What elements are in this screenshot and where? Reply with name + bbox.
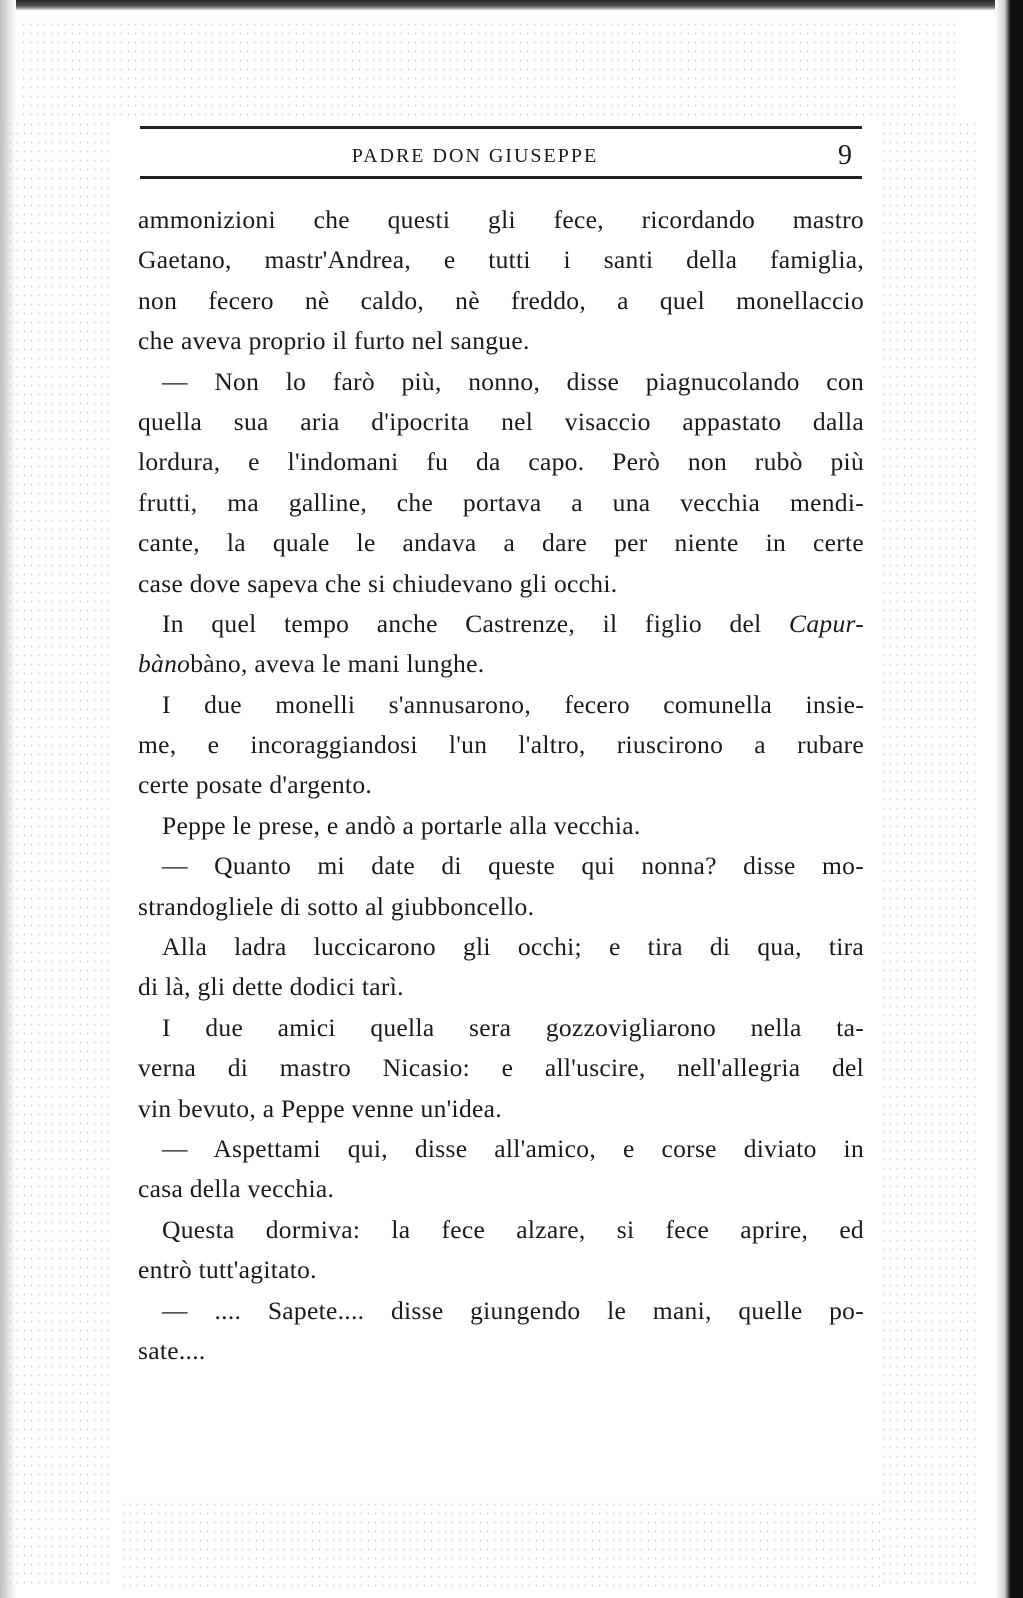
text-line (138, 604, 864, 644)
scan-noise-top (20, 20, 960, 120)
text-line: verna di mastro Nicasio: e all'uscire, nell'allegria del (138, 1053, 864, 1083)
text-line: casa della vecchia. (138, 1174, 335, 1204)
text-line: sate.... (138, 1335, 206, 1365)
text-line: quella sua aria d'ipocrita nel visaccio appastato dalla (138, 406, 864, 436)
text-line: case dove sapeva che si chiudevano gli occhi. (138, 568, 618, 598)
text-line: cante, la quale le andava a dare per niente in certe (138, 528, 864, 558)
scan-border-right (995, 0, 1023, 1598)
running-head (140, 140, 862, 172)
italic-word: Capur- (789, 608, 864, 638)
text-line: Peppe le prese, e andò a portarle alla vecchia. (162, 810, 641, 840)
text-line: lordura, e l'indomani fu da capo. Però non rubò più (138, 447, 864, 477)
text-line-segment: bàno, aveva le mani lunghe. (190, 649, 485, 679)
page-number: 9 (838, 140, 852, 171)
text-line: certe posate d'argento. (138, 770, 373, 800)
scan-noise-bottom (120, 1500, 880, 1590)
scan-border-top (0, 0, 1023, 10)
text-line: di là, gli dette dodici tarì. (138, 972, 404, 1002)
text-line: entrò tutt'agitato. (138, 1255, 317, 1285)
text-line: — Aspettami qui, disse all'amico, e corse diviato in (162, 1133, 864, 1163)
text-line: Questa dormiva: la fece alzare, si fece aprire, ed (162, 1214, 864, 1244)
text-line: me, e incoraggiandosi l'un l'altro, riuscirono a rubare (138, 730, 864, 760)
text-line-segment: In quel tempo anche Castrenze, il figlio del (162, 608, 790, 638)
text-line: I due monelli s'annusarono, fecero comunella insie- (162, 689, 864, 719)
scan-noise-right (880, 120, 980, 1590)
header-rule-top (140, 126, 862, 129)
body-text (138, 200, 864, 1371)
text-line: ammonizioni che questi gli fece, ricordando mastro (138, 205, 864, 234)
text-line (138, 644, 864, 684)
scan-border-left (0, 0, 16, 1598)
text-line: — .... Sapete.... disse giungendo le mani, quelle po- (162, 1295, 864, 1325)
text-line: — Quanto mi date di queste qui nonna? disse mo- (162, 851, 864, 881)
text-line: non fecero nè caldo, nè freddo, a quel monellaccio (138, 285, 864, 315)
running-head-title: PADRE DON GIUSEPPE (351, 145, 599, 167)
text-line: — Non lo farò più, nonno, disse piagnucolando con (162, 366, 864, 396)
text-line: vin bevuto, a Peppe venne un'idea. (138, 1093, 502, 1123)
text-line: I due amici quella sera gozzovigliarono nella ta- (162, 1012, 864, 1042)
text-line: frutti, ma galline, che portava a una vecchia mendi- (138, 487, 864, 517)
text-line: Gaetano, mastr'Andrea, e tutti i santi della famiglia, (138, 245, 864, 275)
italic-word: bàno (138, 649, 191, 679)
header-rule-bottom (140, 176, 862, 179)
text-line: che aveva proprio il furto nel sangue. (138, 326, 530, 356)
scan-noise-left (0, 120, 110, 1590)
text-line: Alla ladra luccicarono gli occhi; e tira di qua, tira (162, 932, 864, 962)
text-line: strandogliele di sotto al giubboncello. (138, 891, 535, 921)
